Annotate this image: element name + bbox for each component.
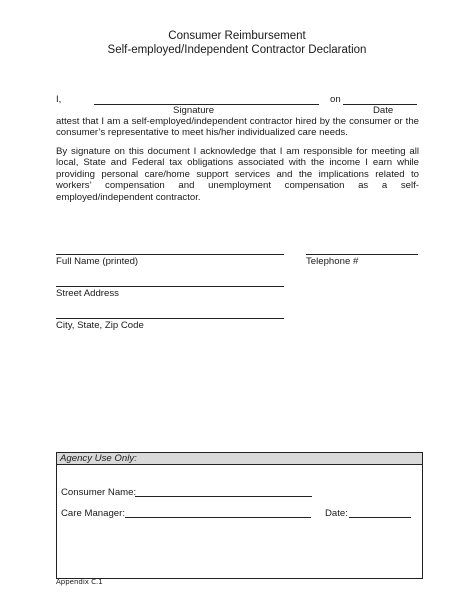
city-state-zip-label: City, State, Zip Code: [56, 320, 144, 331]
consumer-name-label: Consumer Name:: [61, 487, 137, 498]
telephone-line[interactable]: [306, 254, 418, 255]
appendix-footer: Appendix C.1: [56, 578, 103, 586]
city-state-zip-line[interactable]: [56, 318, 284, 319]
full-name-label: Full Name (printed): [56, 256, 139, 267]
agency-date-line[interactable]: [349, 517, 411, 518]
signature-label: Signature: [173, 105, 215, 116]
care-manager-line[interactable]: [125, 517, 311, 518]
street-address-label: Street Address: [56, 288, 119, 299]
agency-header-label: Agency Use Only:: [60, 453, 137, 464]
telephone-label: Telephone #: [306, 256, 359, 267]
date-label: Date: [373, 105, 394, 116]
consumer-name-line[interactable]: [135, 496, 312, 497]
street-address-line[interactable]: [56, 286, 284, 287]
page-title: Consumer Reimbursement: [168, 30, 306, 42]
agency-date-label: Date:: [325, 508, 348, 519]
acknowledge-paragraph: By signature on this document I acknowledge that I am responsible for meeting all local, State and Federal tax obligations associated with the income I earn while providing personal care/home support services and the implications related to workers’ compensation and unemployment compensation as a self-employed/independent contractor.: [56, 146, 419, 203]
on-label: on: [330, 94, 341, 105]
attest-paragraph: attest that I am a self-employed/independent contractor hired by the consumer or the consumer’s representative to meet his/her individualized care needs.: [56, 116, 419, 139]
full-name-line[interactable]: [56, 254, 284, 255]
care-manager-label: Care Manager:: [61, 508, 125, 519]
page-subtitle: Self-employed/Independent Contractor Declaration: [107, 44, 367, 56]
declaration-prefix: I,: [56, 94, 62, 105]
